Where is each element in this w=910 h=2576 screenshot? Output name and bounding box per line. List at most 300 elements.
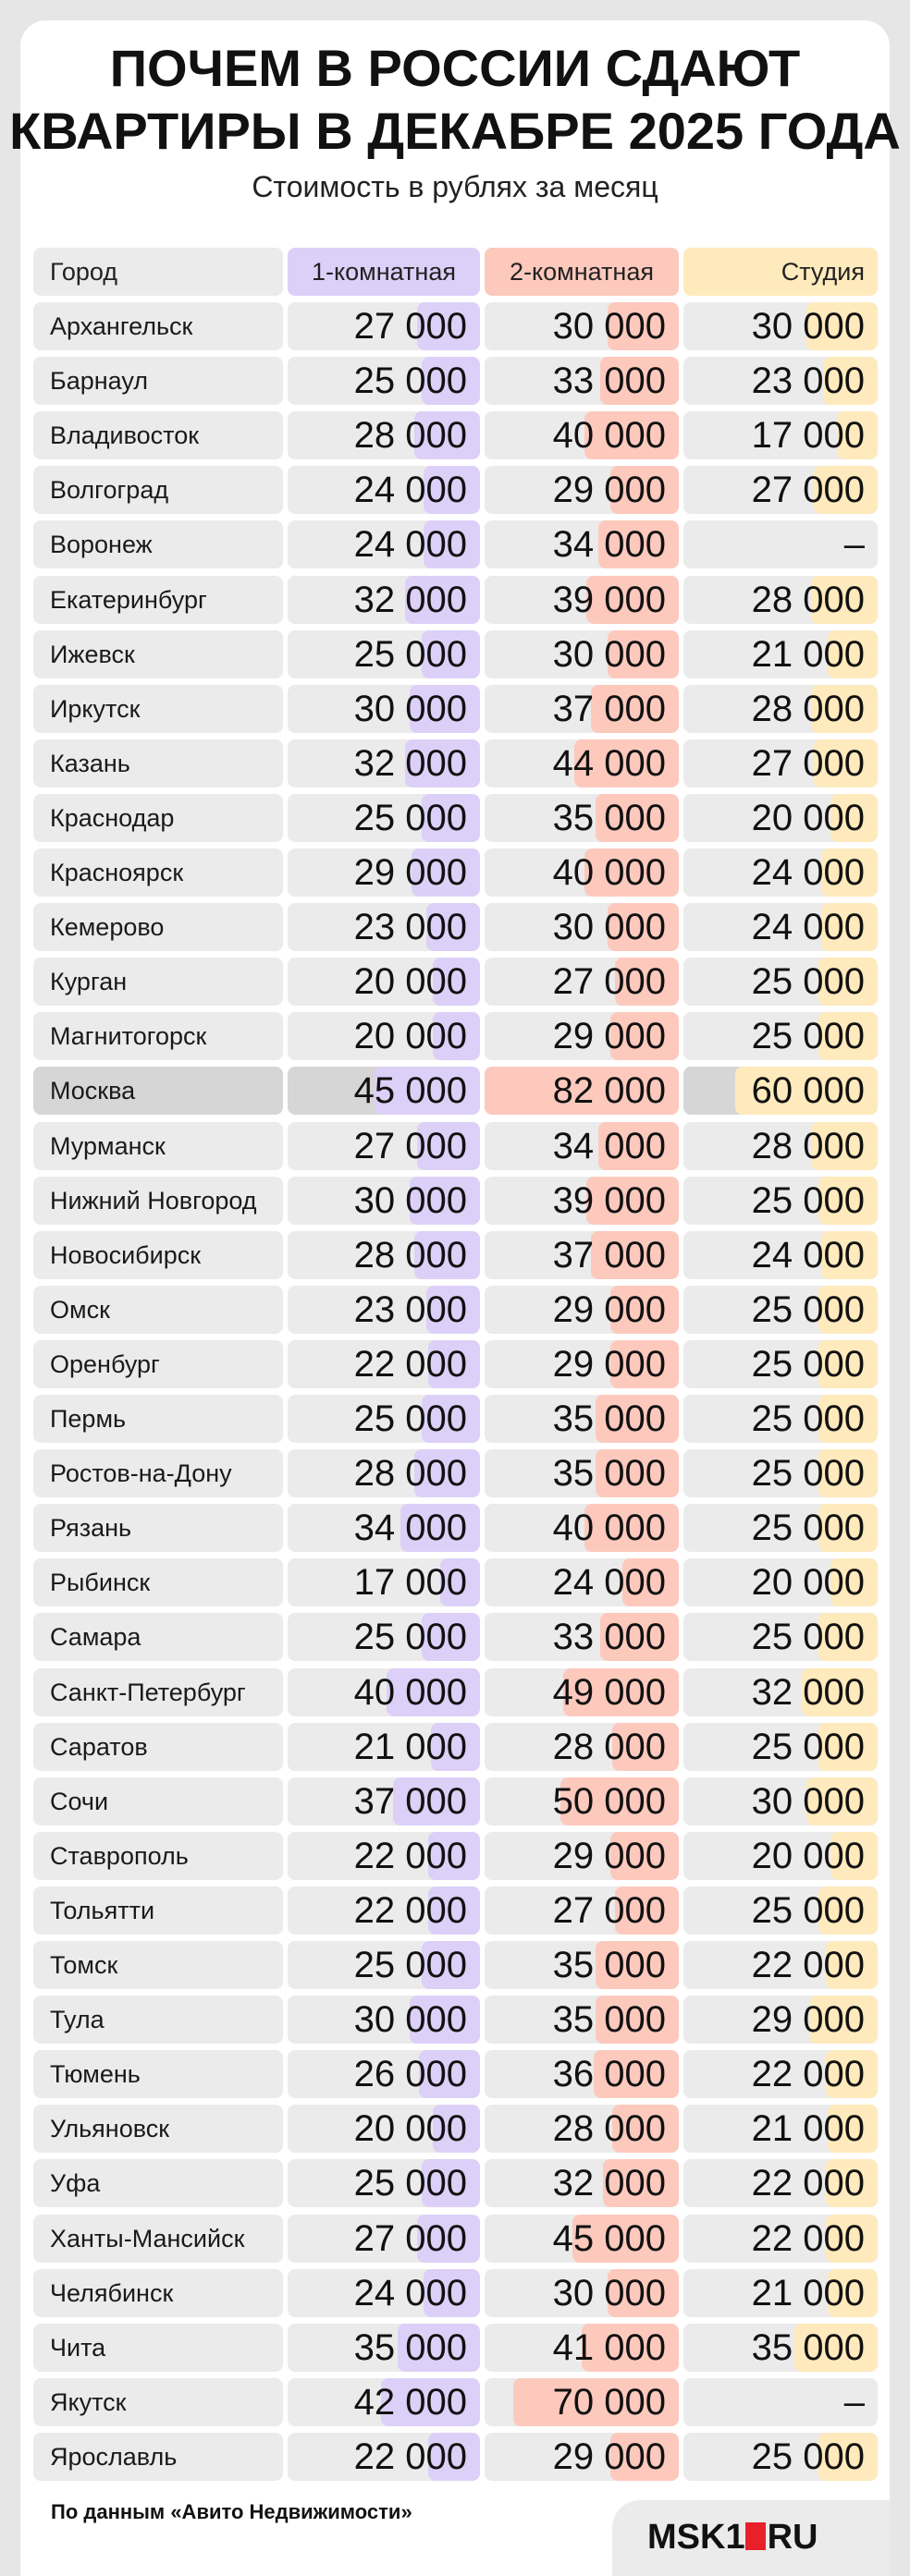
city-name: Тула <box>50 2006 105 2033</box>
price-value: 28 000 <box>751 689 865 729</box>
price-value: 30 000 <box>353 1999 467 2040</box>
price-cell <box>683 2215 878 2263</box>
city-cell <box>33 2433 283 2481</box>
city-name: Барнаул <box>50 367 149 395</box>
price-cell <box>288 2433 480 2481</box>
price-value: 35 000 <box>552 1945 666 1985</box>
city-name: Уфа <box>50 2169 101 2197</box>
price-value: 40 000 <box>552 852 666 893</box>
city-cell <box>33 2269 283 2317</box>
price-cell <box>485 1395 679 1443</box>
price-value: 32 000 <box>353 580 467 620</box>
price-value: 30 000 <box>552 634 666 675</box>
header-cell-0 <box>33 248 283 296</box>
price-value: 30 000 <box>751 306 865 347</box>
price-cell <box>288 1558 480 1606</box>
price-value: 50 000 <box>552 1781 666 1822</box>
city-cell <box>33 1558 283 1606</box>
price-value: 20 000 <box>353 2108 467 2149</box>
price-value: – <box>843 524 865 565</box>
header-label: Город <box>50 258 118 286</box>
price-cell <box>683 466 878 514</box>
price-cell <box>683 685 878 733</box>
price-cell <box>288 2159 480 2207</box>
price-value: 49 000 <box>552 1672 666 1713</box>
price-cell <box>485 1449 679 1497</box>
price-value: 25 000 <box>751 1398 865 1439</box>
city-cell <box>33 1668 283 1716</box>
price-value: 27 000 <box>353 306 467 347</box>
price-cell <box>683 1012 878 1060</box>
city-name: Ханты-Мансийск <box>50 2225 245 2252</box>
price-cell <box>288 1613 480 1661</box>
price-cell <box>288 1941 480 1989</box>
city-name: Пермь <box>50 1405 127 1433</box>
price-cell <box>288 1177 480 1225</box>
city-name: Новосибирск <box>50 1241 202 1269</box>
price-cell <box>485 739 679 787</box>
price-value: 30 000 <box>751 1781 865 1822</box>
header-cell-3 <box>683 248 878 296</box>
header-label: Студия <box>781 258 865 286</box>
city-name: Ульяновск <box>50 2115 170 2143</box>
city-cell <box>33 1449 283 1497</box>
price-value: 22 000 <box>353 1836 467 1876</box>
price-cell <box>683 1668 878 1716</box>
price-cell <box>683 1504 878 1552</box>
city-cell <box>33 357 283 405</box>
price-cell <box>485 1668 679 1716</box>
city-cell <box>33 1122 283 1170</box>
price-value: 24 000 <box>353 2273 467 2314</box>
price-cell <box>683 302 878 350</box>
price-value: 29 000 <box>751 1999 865 2040</box>
price-value: 82 000 <box>552 1070 666 1111</box>
price-value: 25 000 <box>751 1727 865 1767</box>
price-cell <box>288 466 480 514</box>
price-value: 24 000 <box>751 907 865 947</box>
price-cell <box>288 1449 480 1497</box>
price-cell <box>683 2159 878 2207</box>
city-name: Казань <box>50 750 130 777</box>
price-value: 29 000 <box>353 852 467 893</box>
price-value: 40 000 <box>353 1672 467 1713</box>
city-cell <box>33 794 283 842</box>
price-cell <box>683 2433 878 2481</box>
price-cell <box>683 1832 878 1880</box>
price-value: 28 000 <box>751 580 865 620</box>
price-cell <box>485 848 679 897</box>
price-value: 27 000 <box>353 2218 467 2259</box>
price-value: 33 000 <box>552 1617 666 1657</box>
price-value: 32 000 <box>552 2163 666 2204</box>
city-name: Магнитогорск <box>50 1022 207 1050</box>
price-cell <box>683 1558 878 1606</box>
city-name: Ижевск <box>50 641 135 668</box>
price-cell <box>288 739 480 787</box>
price-value: 23 000 <box>751 360 865 401</box>
header-label: 2-комнатная <box>510 258 654 286</box>
price-cell <box>683 2105 878 2153</box>
price-value: 40 000 <box>552 415 666 456</box>
price-value: 29 000 <box>552 1289 666 1330</box>
price-value: 23 000 <box>353 907 467 947</box>
price-value: 33 000 <box>552 360 666 401</box>
price-value: 25 000 <box>751 1453 865 1494</box>
city-cell <box>33 302 283 350</box>
city-name: Санкт-Петербург <box>50 1679 246 1706</box>
price-value: 34 000 <box>552 524 666 565</box>
price-cell <box>683 520 878 568</box>
price-cell <box>683 1886 878 1935</box>
city-cell <box>33 1504 283 1552</box>
price-cell <box>485 357 679 405</box>
price-cell <box>683 576 878 624</box>
chart-subtitle: Стоимость в рублях за месяц <box>252 170 658 203</box>
price-cell <box>485 1613 679 1661</box>
logo-text-ru: RU <box>767 2518 818 2557</box>
price-value: 30 000 <box>552 907 666 947</box>
price-value: 35 000 <box>552 1999 666 2040</box>
price-cell <box>485 1941 679 1989</box>
price-cell <box>683 357 878 405</box>
city-name: Тольятти <box>50 1897 155 1924</box>
city-name: Воронеж <box>50 531 153 558</box>
city-name: Оренбург <box>50 1350 160 1378</box>
city-name: Ярославль <box>50 2443 178 2471</box>
price-value: 42 000 <box>353 2382 467 2423</box>
price-value: 39 000 <box>552 580 666 620</box>
price-value: 25 000 <box>353 2163 467 2204</box>
price-value: 25 000 <box>751 961 865 1002</box>
price-cell <box>485 630 679 678</box>
price-cell <box>288 2269 480 2317</box>
price-cell <box>683 1613 878 1661</box>
price-value: 26 000 <box>353 2054 467 2094</box>
price-cell <box>288 357 480 405</box>
price-cell <box>485 1012 679 1060</box>
price-value: 35 000 <box>552 1398 666 1439</box>
price-cell <box>485 2433 679 2481</box>
price-cell <box>485 2050 679 2098</box>
price-value: 25 000 <box>353 798 467 838</box>
city-cell <box>33 1777 283 1825</box>
price-value: 34 000 <box>552 1126 666 1166</box>
price-value: 32 000 <box>353 743 467 784</box>
header-cell-2 <box>485 248 679 296</box>
price-value: 25 000 <box>353 634 467 675</box>
price-cell <box>288 1340 480 1388</box>
city-cell <box>33 2105 283 2153</box>
price-cell <box>288 1012 480 1060</box>
price-cell <box>485 466 679 514</box>
city-name: Саратов <box>50 1733 148 1761</box>
price-value: 24 000 <box>751 1235 865 1276</box>
price-value: 25 000 <box>751 1016 865 1056</box>
price-cell <box>485 685 679 733</box>
city-name: Красноярск <box>50 859 184 886</box>
city-name: Кемерово <box>50 913 165 941</box>
price-cell <box>683 2324 878 2372</box>
city-name: Мурманск <box>50 1132 166 1160</box>
city-cell <box>33 576 283 624</box>
price-value: 27 000 <box>552 1890 666 1931</box>
price-cell <box>288 1286 480 1334</box>
city-cell <box>33 1231 283 1279</box>
price-cell <box>485 794 679 842</box>
city-cell <box>33 1996 283 2044</box>
price-value: 45 000 <box>353 1070 467 1111</box>
price-cell <box>288 794 480 842</box>
price-cell <box>288 520 480 568</box>
price-cell <box>485 2378 679 2426</box>
city-name: Томск <box>50 1951 118 1979</box>
price-cell <box>683 903 878 951</box>
city-cell <box>33 1067 283 1115</box>
price-cell <box>485 1558 679 1606</box>
price-cell <box>485 1286 679 1334</box>
city-name: Екатеринбург <box>50 586 207 614</box>
city-name: Рыбинск <box>50 1569 151 1596</box>
price-cell <box>683 411 878 459</box>
price-value: 27 000 <box>751 470 865 510</box>
price-cell <box>485 1067 679 1115</box>
price-cell <box>683 1122 878 1170</box>
price-value: 39 000 <box>552 1180 666 1221</box>
price-cell <box>288 2324 480 2372</box>
city-cell <box>33 1012 283 1060</box>
price-cell <box>288 1723 480 1771</box>
price-value: 22 000 <box>751 2218 865 2259</box>
price-cell <box>485 1122 679 1170</box>
price-value: 35 000 <box>552 798 666 838</box>
price-cell <box>288 958 480 1006</box>
price-cell <box>288 1886 480 1935</box>
price-value: 27 000 <box>552 961 666 1002</box>
price-cell <box>683 1723 878 1771</box>
city-cell <box>33 1941 283 1989</box>
price-cell <box>485 2105 679 2153</box>
city-name: Архангельск <box>50 312 193 340</box>
price-cell <box>485 1340 679 1388</box>
price-cell <box>288 1395 480 1443</box>
price-cell <box>288 411 480 459</box>
price-value: 22 000 <box>751 2054 865 2094</box>
city-cell <box>33 1613 283 1661</box>
city-cell <box>33 1286 283 1334</box>
city-cell <box>33 1395 283 1443</box>
header-label: 1-комнатная <box>312 258 456 286</box>
price-cell <box>683 2050 878 2098</box>
price-value: 30 000 <box>353 689 467 729</box>
city-name: Краснодар <box>50 804 175 832</box>
header-cell-1 <box>288 248 480 296</box>
price-cell <box>683 1996 878 2044</box>
price-value: 30 000 <box>552 306 666 347</box>
price-cell <box>288 848 480 897</box>
price-value: 45 000 <box>552 2218 666 2259</box>
price-value: 29 000 <box>552 470 666 510</box>
price-cell <box>288 1996 480 2044</box>
city-name: Сочи <box>50 1788 109 1815</box>
price-cell <box>683 1449 878 1497</box>
price-cell <box>683 1067 878 1115</box>
msk1-logo <box>647 2509 818 2565</box>
city-cell <box>33 903 283 951</box>
city-cell <box>33 958 283 1006</box>
price-value: 37 000 <box>353 1781 467 1822</box>
price-cell <box>485 2215 679 2263</box>
price-cell <box>288 302 480 350</box>
price-cell <box>485 1177 679 1225</box>
price-cell <box>683 958 878 1006</box>
city-name: Самара <box>50 1623 141 1651</box>
city-name: Тюмень <box>50 2060 141 2088</box>
price-value: 27 000 <box>353 1126 467 1166</box>
price-value: 25 000 <box>751 1344 865 1385</box>
price-value: 22 000 <box>353 2436 467 2477</box>
price-value: 25 000 <box>353 1617 467 1657</box>
price-cell <box>683 1941 878 1989</box>
price-value: 25 000 <box>751 1180 865 1221</box>
price-value: 24 000 <box>353 470 467 510</box>
price-cell <box>485 576 679 624</box>
chart-title-line-2: КВАРТИРЫ В ДЕКАБРЕ 2025 ГОДА <box>9 102 901 160</box>
price-value: 25 000 <box>353 360 467 401</box>
price-value: 24 000 <box>353 524 467 565</box>
city-cell <box>33 1723 283 1771</box>
city-name: Ростов-на-Дону <box>50 1459 232 1487</box>
price-value: 20 000 <box>751 1562 865 1603</box>
price-cell <box>683 2378 878 2426</box>
price-cell <box>288 2050 480 2098</box>
price-value: 70 000 <box>552 2382 666 2423</box>
price-cell <box>288 630 480 678</box>
price-value: 25 000 <box>353 1398 467 1439</box>
source-note: По данным «Авито Недвижимости» <box>51 2500 412 2523</box>
city-cell <box>33 739 283 787</box>
city-name: Нижний Новгород <box>50 1187 257 1215</box>
price-cell <box>485 1504 679 1552</box>
price-value: 28 000 <box>552 1727 666 1767</box>
price-cell <box>485 1996 679 2044</box>
price-value: 21 000 <box>751 2108 865 2149</box>
price-cell <box>683 1286 878 1334</box>
chart-title-line-1: ПОЧЕМ В РОССИИ СДАЮТ <box>109 39 801 97</box>
price-cell <box>683 848 878 897</box>
price-cell <box>288 2215 480 2263</box>
price-value: 25 000 <box>751 1617 865 1657</box>
price-cell <box>683 1340 878 1388</box>
price-cell <box>485 1777 679 1825</box>
price-value: – <box>843 2382 865 2423</box>
price-value: 40 000 <box>552 1508 666 1548</box>
price-value: 20 000 <box>353 1016 467 1056</box>
price-value: 35 000 <box>552 1453 666 1494</box>
logo-text-msk: MSK <box>647 2518 726 2557</box>
price-value: 28 000 <box>353 1453 467 1494</box>
logo-text-one: 1 <box>725 2518 745 2557</box>
city-name: Владивосток <box>50 421 200 449</box>
logo-red-flag-icon <box>745 2522 766 2550</box>
price-value: 23 000 <box>353 1289 467 1330</box>
price-value: 17 000 <box>353 1562 467 1603</box>
price-cell <box>683 630 878 678</box>
city-cell <box>33 411 283 459</box>
price-value: 17 000 <box>751 415 865 456</box>
price-cell <box>485 1231 679 1279</box>
city-name: Челябинск <box>50 2279 174 2307</box>
price-value: 29 000 <box>552 1836 666 1876</box>
price-cell <box>288 685 480 733</box>
price-value: 29 000 <box>552 1344 666 1385</box>
city-cell <box>33 685 283 733</box>
city-cell <box>33 2050 283 2098</box>
price-value: 21 000 <box>751 2273 865 2314</box>
price-cell <box>485 1832 679 1880</box>
price-cell <box>485 520 679 568</box>
price-value: 30 000 <box>552 2273 666 2314</box>
price-value: 22 000 <box>353 1344 467 1385</box>
price-value: 21 000 <box>353 1727 467 1767</box>
price-cell <box>485 1723 679 1771</box>
city-cell <box>33 2378 283 2426</box>
price-cell <box>288 1668 480 1716</box>
price-value: 25 000 <box>751 1289 865 1330</box>
city-name: Ставрополь <box>50 1842 189 1870</box>
price-cell <box>683 794 878 842</box>
price-value: 41 000 <box>552 2327 666 2368</box>
price-value: 28 000 <box>751 1126 865 1166</box>
price-value: 28 000 <box>353 415 467 456</box>
price-cell <box>485 2269 679 2317</box>
city-name: Омск <box>50 1296 110 1324</box>
city-cell <box>33 1832 283 1880</box>
price-value: 35 000 <box>751 2327 865 2368</box>
price-cell <box>288 1777 480 1825</box>
city-name: Чита <box>50 2334 106 2362</box>
price-value: 30 000 <box>353 1180 467 1221</box>
price-value: 20 000 <box>353 961 467 1002</box>
price-cell <box>288 576 480 624</box>
price-value: 24 000 <box>751 852 865 893</box>
price-value: 24 000 <box>552 1562 666 1603</box>
price-value: 32 000 <box>751 1672 865 1713</box>
price-value: 22 000 <box>751 1945 865 1985</box>
price-cell <box>288 1231 480 1279</box>
price-cell <box>683 1231 878 1279</box>
price-cell <box>288 2378 480 2426</box>
city-cell <box>33 848 283 897</box>
city-cell <box>33 520 283 568</box>
price-value: 25 000 <box>353 1945 467 1985</box>
price-value: 25 000 <box>751 1508 865 1548</box>
city-name: Рязань <box>50 1514 132 1542</box>
city-name: Курган <box>50 968 128 995</box>
price-value: 21 000 <box>751 634 865 675</box>
price-cell <box>485 958 679 1006</box>
price-cell <box>485 411 679 459</box>
price-cell <box>288 903 480 951</box>
price-value: 25 000 <box>751 2436 865 2477</box>
price-cell <box>288 1067 480 1115</box>
price-cell <box>485 302 679 350</box>
price-cell <box>288 1122 480 1170</box>
price-value: 28 000 <box>552 2108 666 2149</box>
city-cell <box>33 1340 283 1388</box>
price-cell <box>485 1886 679 1935</box>
price-cell <box>485 2324 679 2372</box>
